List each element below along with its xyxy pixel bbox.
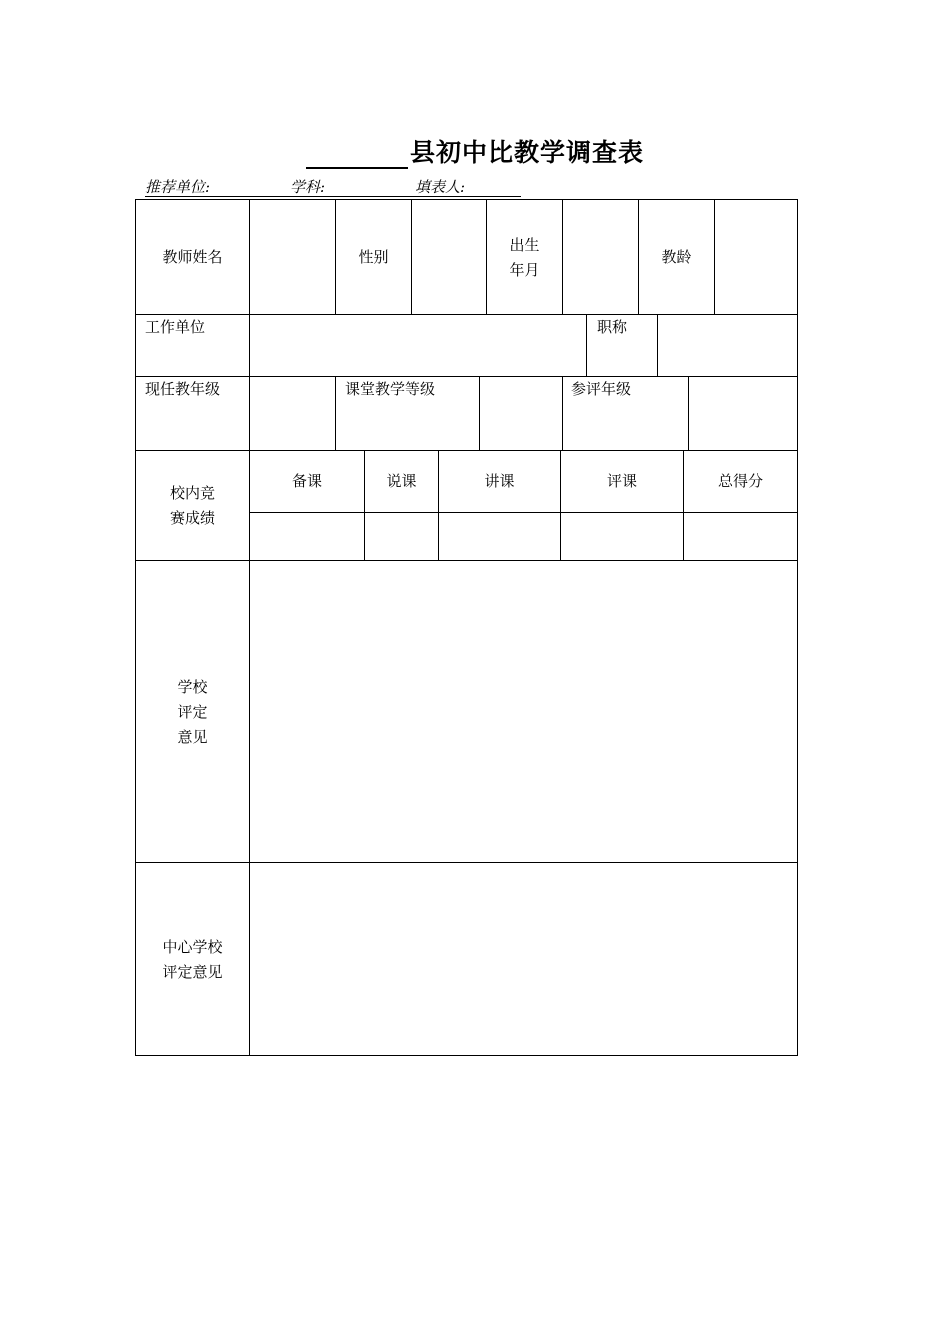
competition-label-line2: 赛成绩 [169,509,215,527]
teacher-name-label: 教师姓名 [162,248,223,266]
lesson-prep-score-field[interactable] [250,513,364,560]
school-opinion-label-line3: 意见 [177,728,208,746]
table-border [135,199,136,1056]
county-blank[interactable] [306,141,408,169]
job-title-label: 职称 [597,318,628,336]
teacher-name-field[interactable] [250,200,335,314]
competition-label-line1: 校内竞 [169,484,215,502]
filler-label: 填表人: [415,178,466,196]
current-grade-field[interactable] [250,377,335,450]
title-text: 县初中比教学调查表 [409,138,644,167]
column-divider [335,376,336,450]
work-unit-field[interactable] [250,315,586,376]
current-grade-label: 现任教年级 [145,380,221,398]
lesson-talk-score-field[interactable] [365,513,438,560]
birth-label-line2: 年月 [509,261,540,279]
school-opinion-label-line2: 评定 [177,703,208,721]
teaching-age-field[interactable] [715,200,797,314]
birth-label-line1: 出生 [509,236,540,254]
class-teaching-level-label: 课堂教学等级 [345,380,436,398]
birth-field[interactable] [563,200,638,314]
column-divider [586,314,587,376]
lesson-talk-header: 说课 [386,472,417,490]
job-title-field[interactable] [658,315,797,376]
lesson-teach-score-field[interactable] [439,513,560,560]
row-divider [135,450,798,451]
class-teaching-level-field[interactable] [480,377,562,450]
total-score-header: 总得分 [717,472,763,490]
center-school-opinion-label-line2: 评定意见 [162,963,223,981]
lesson-review-score-field[interactable] [561,513,683,560]
school-opinion-label-line1: 学校 [177,678,208,696]
total-score-field[interactable] [684,513,797,560]
table-border [135,1055,798,1056]
column-divider [562,376,563,450]
lesson-review-header: 评课 [606,472,637,490]
school-opinion-field[interactable] [250,561,797,862]
center-school-opinion-label-line1: 中心学校 [162,938,223,956]
teaching-age-label: 教龄 [661,248,692,266]
gender-label: 性别 [358,248,389,266]
gender-field[interactable] [412,200,486,314]
center-school-opinion-field[interactable] [250,863,797,1055]
table-border [797,199,798,1056]
work-unit-label: 工作单位 [145,318,206,336]
participating-grade-field[interactable] [689,377,797,450]
lesson-prep-header: 备课 [291,472,322,490]
participating-grade-label: 参评年级 [571,380,632,398]
lesson-teach-header: 讲课 [484,472,515,490]
subheader-line [145,176,521,197]
unit-label: 推荐单位: [145,178,211,196]
document-title [0,133,950,169]
subject-label: 学科: [290,178,326,196]
